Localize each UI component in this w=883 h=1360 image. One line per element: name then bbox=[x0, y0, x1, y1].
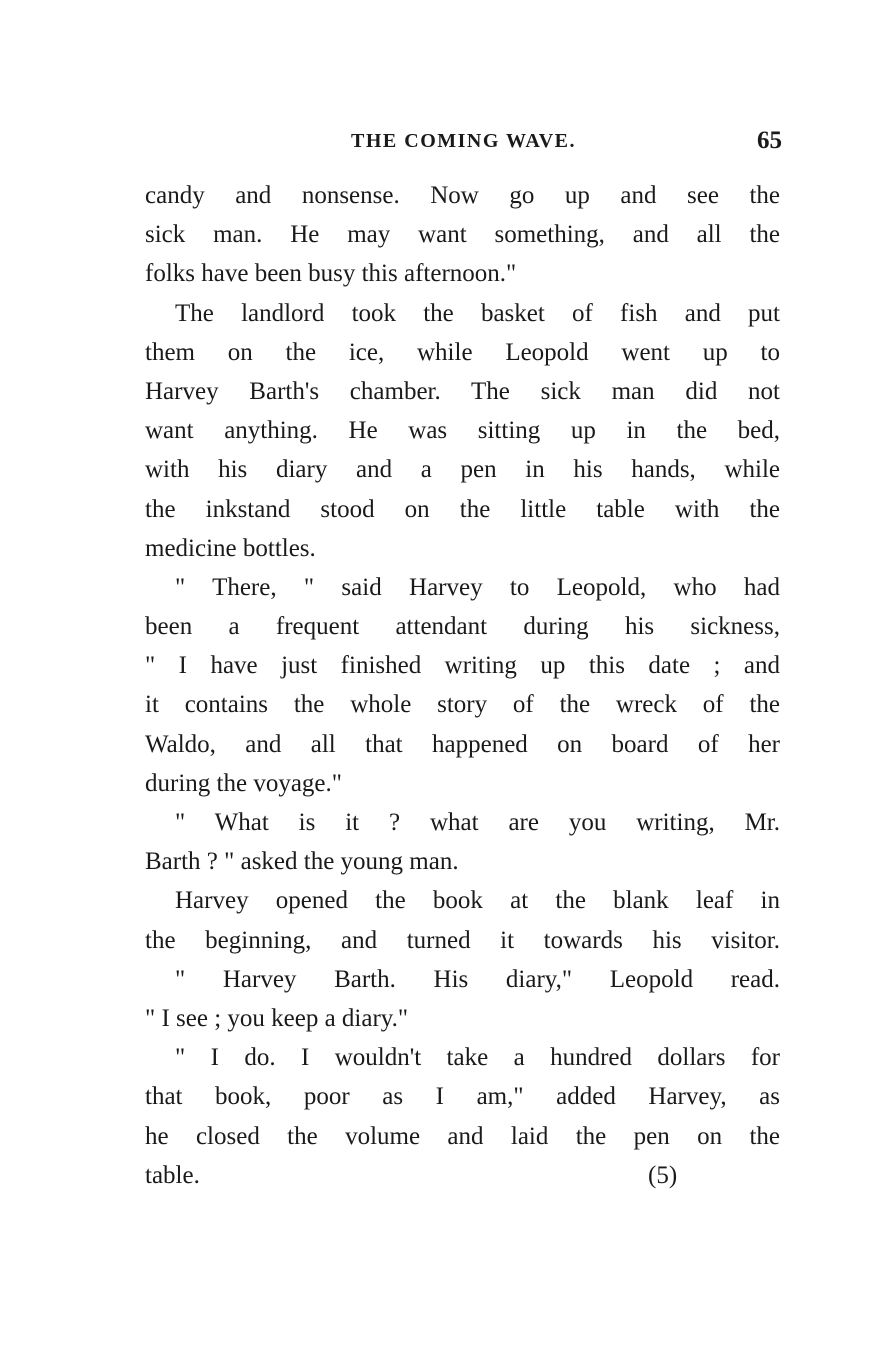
final-line bbox=[145, 1156, 780, 1195]
text-line: " I have just finished writing up this date ; and bbox=[145, 652, 780, 680]
running-title: THE COMING WAVE. bbox=[351, 130, 576, 152]
text-line: " There, " said Harvey to Leopold, who had bbox=[175, 573, 780, 601]
final-line-text: table. bbox=[145, 1161, 200, 1189]
text-line: medicine bottles. bbox=[145, 534, 316, 562]
text-line: candy and nonsense. Now go up and see the bbox=[145, 182, 780, 209]
text-line: " What is it ? what are you writing, Mr. bbox=[175, 809, 780, 836]
text-line: folks have been busy this afternoon." bbox=[145, 260, 517, 288]
text-line: he closed the volume and laid the pen on the bbox=[145, 1122, 780, 1150]
text-line: sick man. He may want something, and all the bbox=[145, 221, 780, 249]
signature-mark: (5) bbox=[648, 1161, 678, 1189]
text-line: that book, poor as I am," added Harvey, as bbox=[145, 1083, 780, 1111]
text-line: with his diary and a pen in his hands, while bbox=[145, 456, 780, 484]
text-line: Harvey opened the book at the blank leaf in bbox=[175, 887, 780, 915]
body-text bbox=[145, 176, 780, 1195]
text-line: Harvey Barth's chamber. The sick man did not bbox=[145, 377, 780, 405]
text-line: the inkstand stood on the little table with the bbox=[145, 495, 780, 523]
text-line: " I do. I wouldn't take a hundred dollars for bbox=[175, 1044, 780, 1072]
text-line: " I see ; you keep a diary." bbox=[145, 1004, 409, 1032]
text-line: it contains the whole story of the wreck of the bbox=[145, 691, 780, 719]
text-line: " Harvey Barth. His diary," Leopold read. bbox=[175, 965, 780, 993]
text-line: Waldo, and all that happened on board of her bbox=[145, 730, 780, 758]
running-head bbox=[145, 128, 782, 158]
text-line: The landlord took the basket of fish and put bbox=[175, 299, 780, 327]
text-line: want anything. He was sitting up in the bed, bbox=[145, 417, 780, 445]
text-line: the beginning, and turned it towards his visitor. bbox=[145, 926, 780, 954]
page-number: 65 bbox=[757, 127, 782, 154]
text-line: Barth ? " asked the young man. bbox=[145, 848, 459, 876]
text-line: been a frequent attendant during his sickness, bbox=[145, 613, 780, 641]
text-line: them on the ice, while Leopold went up to bbox=[145, 338, 780, 366]
text-line: during the voyage." bbox=[145, 769, 342, 797]
